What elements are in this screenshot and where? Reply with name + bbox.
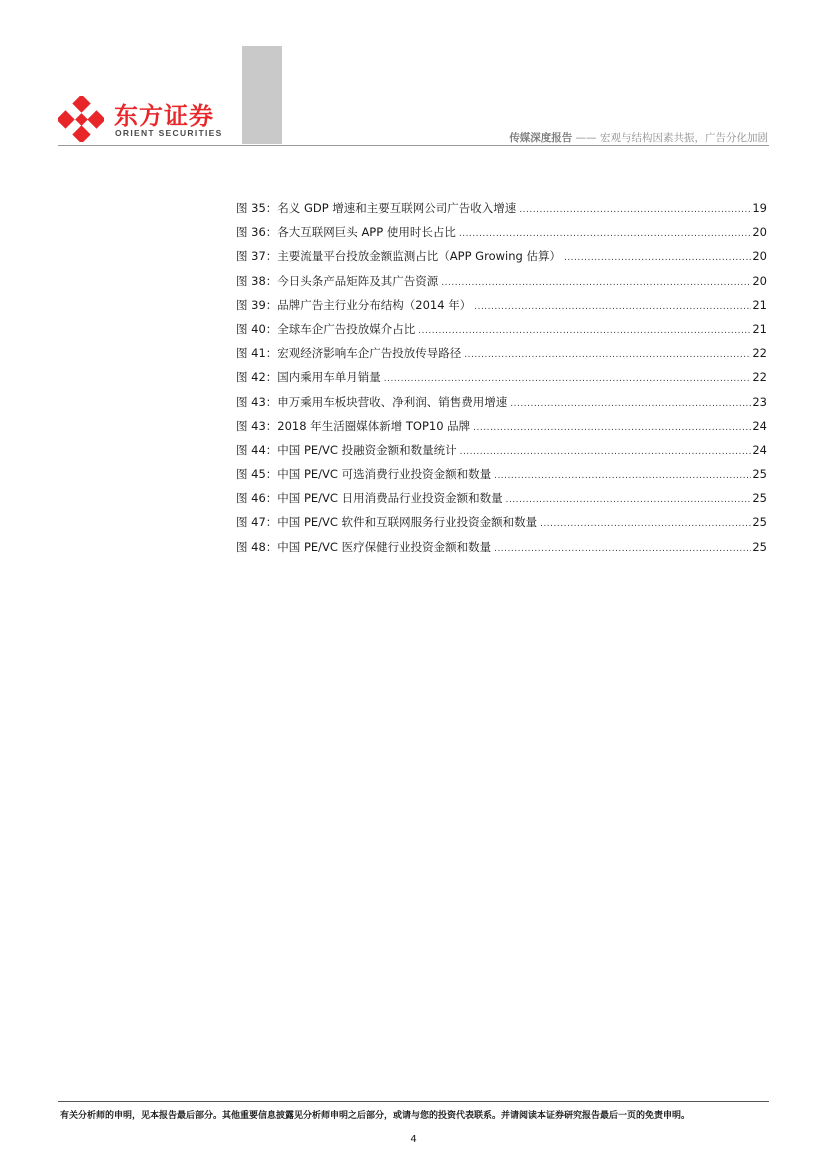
toc-entry-page: 25 bbox=[752, 491, 767, 506]
toc-entry-page: 25 bbox=[752, 539, 767, 554]
toc-entry[interactable] bbox=[236, 297, 767, 321]
toc-dot-leader bbox=[519, 206, 751, 215]
toc-entry-label: 图 45：中国 PE/VC 可选消费行业投资金额和数量 bbox=[236, 467, 492, 482]
toc-entry[interactable] bbox=[236, 273, 767, 297]
toc-entry-label: 图 46：中国 PE/VC 日用消费品行业投资金额和数量 bbox=[236, 491, 503, 506]
toc-entry-page: 21 bbox=[752, 297, 767, 312]
toc-entry-label: 图 41：宏观经济影响车企广告投放传导路径 bbox=[236, 346, 462, 361]
toc-entry-page: 19 bbox=[752, 201, 767, 215]
toc-entry-label: 图 43：2018 年生活圈媒体新增 TOP10 品牌 bbox=[236, 418, 471, 433]
figure-table-of-contents bbox=[236, 200, 767, 563]
toc-entry-page: 24 bbox=[752, 442, 767, 457]
toc-entry-label: 图 44：中国 PE/VC 投融资金额和数量统计 bbox=[236, 442, 457, 457]
logo-chinese-name: 东方证券 bbox=[114, 102, 214, 130]
toc-dot-leader bbox=[418, 327, 751, 336]
toc-dot-leader bbox=[459, 230, 752, 239]
toc-dot-leader bbox=[384, 375, 752, 384]
toc-entry-label: 图 40：全球车企广告投放媒介占比 bbox=[236, 321, 416, 336]
header-divider bbox=[58, 145, 769, 146]
toc-entry[interactable] bbox=[236, 321, 767, 345]
toc-entry-label: 图 36：各大互联网巨头 APP 使用时长占比 bbox=[236, 225, 456, 240]
toc-entry-page: 20 bbox=[752, 225, 767, 240]
toc-entry-label: 图 35：名义 GDP 增速和主要互联网公司广告收入增速 bbox=[236, 201, 517, 215]
toc-entry-page: 20 bbox=[752, 273, 767, 288]
toc-dot-leader bbox=[564, 254, 751, 263]
toc-entry[interactable] bbox=[236, 369, 767, 393]
toc-entry-page: 20 bbox=[752, 249, 767, 264]
company-logo bbox=[58, 96, 258, 142]
orient-securities-logo-icon bbox=[58, 96, 104, 142]
report-type: 传媒深度报告 bbox=[509, 132, 573, 144]
toc-entry-label: 图 43：申万乘用车板块营收、净利润、销售费用增速 bbox=[236, 394, 508, 409]
toc-entry[interactable] bbox=[236, 442, 767, 466]
toc-entry[interactable] bbox=[236, 490, 767, 514]
toc-entry-label: 图 42：国内乘用车单月销量 bbox=[236, 370, 381, 385]
toc-entry[interactable] bbox=[236, 466, 767, 490]
toc-entry[interactable] bbox=[236, 200, 767, 224]
toc-dot-leader bbox=[464, 351, 751, 360]
toc-entry-page: 22 bbox=[752, 346, 767, 361]
toc-entry[interactable] bbox=[236, 418, 767, 442]
toc-entry-label: 图 39：品牌广告主行业分布结构（2014 年） bbox=[236, 297, 472, 312]
toc-dot-leader bbox=[494, 472, 751, 481]
toc-entry-page: 22 bbox=[752, 370, 767, 385]
toc-entry[interactable] bbox=[236, 224, 767, 248]
toc-entry-label: 图 38：今日头条产品矩阵及其广告资源 bbox=[236, 273, 439, 288]
toc-entry-page: 25 bbox=[752, 467, 767, 482]
toc-dot-leader bbox=[506, 496, 752, 505]
toc-dot-leader bbox=[510, 400, 751, 409]
toc-entry[interactable] bbox=[236, 539, 767, 563]
toc-entry-page: 24 bbox=[752, 418, 767, 433]
footer-divider bbox=[58, 1101, 769, 1102]
toc-entry-label: 图 37：主要流量平台投放金额监测占比（APP Growing 估算） bbox=[236, 249, 561, 264]
toc-dot-leader bbox=[494, 545, 751, 554]
toc-entry[interactable] bbox=[236, 345, 767, 369]
footer-disclaimer: 有关分析师的申明，见本报告最后部分。其他重要信息披露见分析师申明之后部分，或请与您的投资代表联系。并请阅读本证券研究报告最后一页的免责申明。 bbox=[60, 1111, 691, 1121]
toc-entry-page: 25 bbox=[752, 515, 767, 530]
page-header bbox=[0, 0, 827, 150]
toc-dot-leader bbox=[540, 520, 751, 529]
toc-dot-leader bbox=[474, 303, 751, 312]
toc-entry[interactable] bbox=[236, 248, 767, 272]
toc-entry-page: 21 bbox=[752, 321, 767, 336]
logo-english-name: ORIENT SECURITIES bbox=[115, 128, 223, 138]
report-subtitle: —— 宏观与结构因素共振，广告分化加剧 bbox=[572, 132, 768, 144]
toc-entry-label: 图 48：中国 PE/VC 医疗保健行业投资金额和数量 bbox=[236, 539, 492, 554]
toc-dot-leader bbox=[441, 279, 751, 288]
page-number: 4 bbox=[410, 1134, 417, 1145]
toc-entry-page: 23 bbox=[752, 394, 767, 409]
toc-dot-leader bbox=[460, 448, 752, 457]
toc-entry[interactable] bbox=[236, 514, 767, 538]
toc-entry-label: 图 47：中国 PE/VC 软件和互联网服务行业投资金额和数量 bbox=[236, 515, 538, 530]
toc-dot-leader bbox=[473, 424, 751, 433]
toc-entry[interactable] bbox=[236, 394, 767, 418]
report-title bbox=[509, 130, 768, 145]
